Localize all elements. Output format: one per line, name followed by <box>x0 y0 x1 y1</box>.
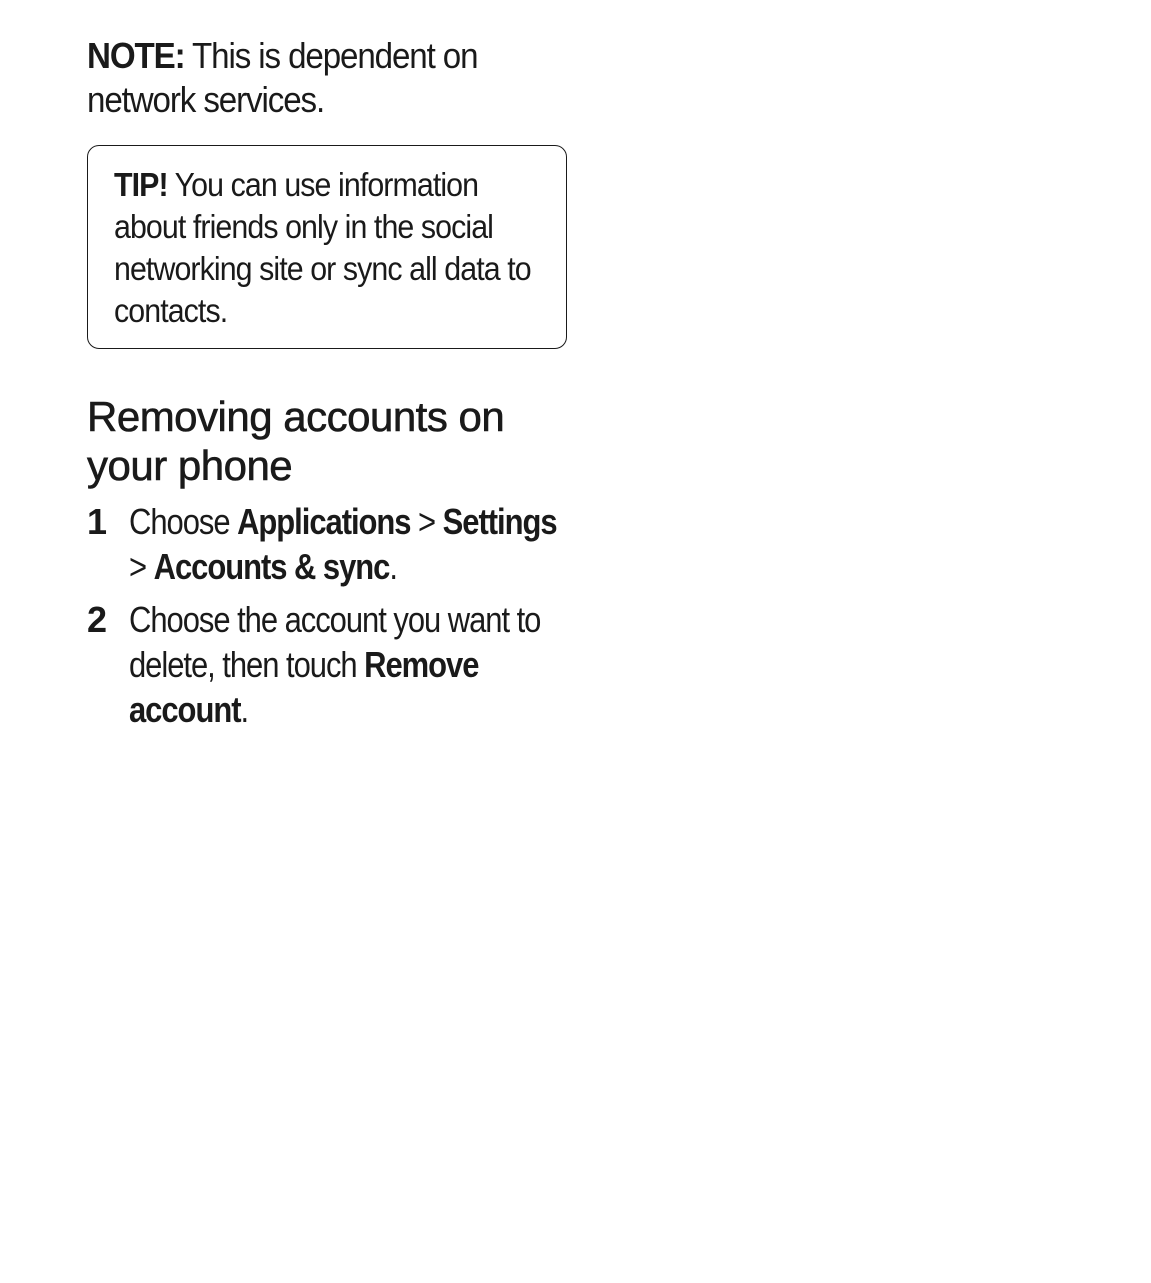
menu-path-settings: Settings <box>442 501 557 542</box>
tip-box <box>87 145 567 349</box>
step-text-segment: Choose <box>129 501 238 542</box>
step-text-segment: > <box>410 501 443 542</box>
step-number: 2 <box>87 599 108 640</box>
step-number: 1 <box>87 501 108 542</box>
step-text <box>129 597 576 732</box>
note-label: NOTE: <box>87 35 185 76</box>
manual-page <box>87 34 577 730</box>
step-text-segment: > <box>129 546 154 587</box>
steps-list <box>87 499 607 740</box>
note-text: This is dependent on network services. <box>87 35 478 120</box>
step-item <box>87 597 607 732</box>
step-text <box>129 499 576 589</box>
tip-text: You can use information about friends only in the social networking site or sync all data to contacts. <box>114 166 531 329</box>
section-heading: Removing accounts on your phone <box>87 393 505 489</box>
step-item <box>87 499 607 589</box>
menu-path-applications: Applications <box>237 501 411 542</box>
menu-path-accounts-sync: Accounts & sync <box>153 546 390 587</box>
step-text-segment: Choose the account you want to delete, then touch <box>129 599 541 685</box>
tip-paragraph <box>114 164 546 332</box>
step-text-segment: . <box>240 689 249 730</box>
step-text-segment: . <box>389 546 397 587</box>
tip-label: TIP! <box>114 166 168 203</box>
note-paragraph <box>87 34 575 122</box>
remove-account-label: Remove account <box>129 644 479 730</box>
